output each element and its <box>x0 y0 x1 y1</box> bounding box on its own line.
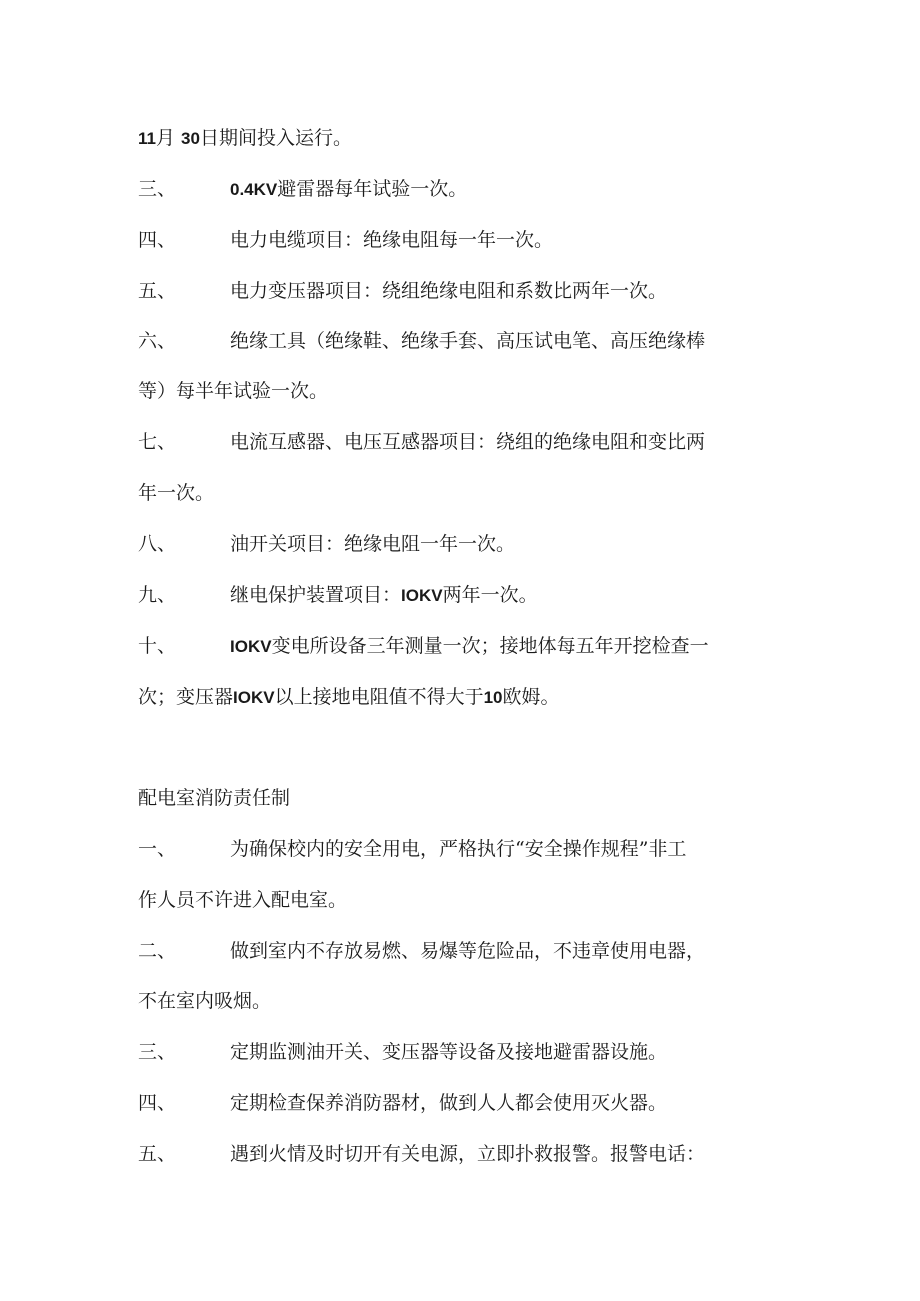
item-continuation <box>138 685 560 710</box>
number-text: 11 <box>138 129 156 148</box>
item-text <box>230 177 467 202</box>
text: 日期间投入运行。 <box>199 127 352 149</box>
text: 以上接地电阻值不得大于 <box>274 686 484 708</box>
text: 变电所设备三年测量一次；接地体每五年开挖检查一 <box>271 635 709 657</box>
item-continuation: 不在室内吸烟。 <box>138 990 272 1012</box>
item-number: 五、 <box>138 280 177 302</box>
item-number: 二、 <box>138 940 177 962</box>
item-number: 四、 <box>138 229 177 251</box>
bold-term: IOKV <box>230 637 272 656</box>
bold-term: IOKV <box>401 586 443 605</box>
item-number: 三、 <box>138 1041 177 1063</box>
item-text: 为确保校内的安全用电，严格执行“安全操作规程”非工 <box>230 838 687 860</box>
item-text <box>230 583 538 608</box>
item-number: 八、 <box>138 533 177 555</box>
item-text: 做到室内不存放易燃、易爆等危险品，不违章使用电器， <box>230 940 706 962</box>
item-number: 四、 <box>138 1092 177 1114</box>
bold-term: IOKV <box>233 688 275 707</box>
bold-term: 0.4KV <box>230 180 278 199</box>
item-number: 六、 <box>138 330 177 352</box>
item-text: 油开关项目：绝缘电阻一年一次。 <box>230 533 516 555</box>
text: 避雷器每年试验一次。 <box>277 178 468 200</box>
item-text: 电力变压器项目：绕组绝缘电阻和系数比两年一次。 <box>230 280 668 302</box>
number-text: 30 <box>181 129 200 148</box>
item-continuation: 年一次。 <box>138 482 215 504</box>
item-number: 九、 <box>138 584 177 606</box>
section-title: 配电室消防责任制 <box>138 787 291 809</box>
item-text: 定期监测油开关、变压器等设备及接地避雷器设施。 <box>230 1041 668 1063</box>
item-text: 电流互感器、电压互感器项目：绕组的绝缘电阻和变比两 <box>230 431 706 453</box>
continuation-line <box>138 126 352 151</box>
item-number: 三、 <box>138 178 177 200</box>
bold-term: 10 <box>483 688 503 707</box>
item-text: 定期检查保养消防器材，做到人人都会使用灭火器。 <box>230 1092 668 1114</box>
text: 继电保护装置项目： <box>230 584 402 606</box>
item-text: 绝缘工具（绝缘鞋、绝缘手套、高压试电笔、高压绝缘棒 <box>230 330 706 352</box>
text: 两年一次。 <box>442 584 538 606</box>
item-text <box>230 634 709 659</box>
item-text: 遇到火情及时切开有关电源，立即扑救报警。报警电话： <box>230 1143 706 1165</box>
text: 月 <box>155 127 175 149</box>
item-number: 七、 <box>138 431 177 453</box>
item-number: 十、 <box>138 635 177 657</box>
text: 欧姆。 <box>502 686 560 708</box>
item-continuation: 作人员不许进入配电室。 <box>138 889 348 911</box>
item-text: 电力电缆项目：绝缘电阻每一年一次。 <box>230 229 554 251</box>
text: 次；变压器 <box>138 686 234 708</box>
item-number: 五、 <box>138 1143 177 1165</box>
item-number: 一、 <box>138 838 177 860</box>
item-continuation: 等）每半年试验一次。 <box>138 380 329 402</box>
